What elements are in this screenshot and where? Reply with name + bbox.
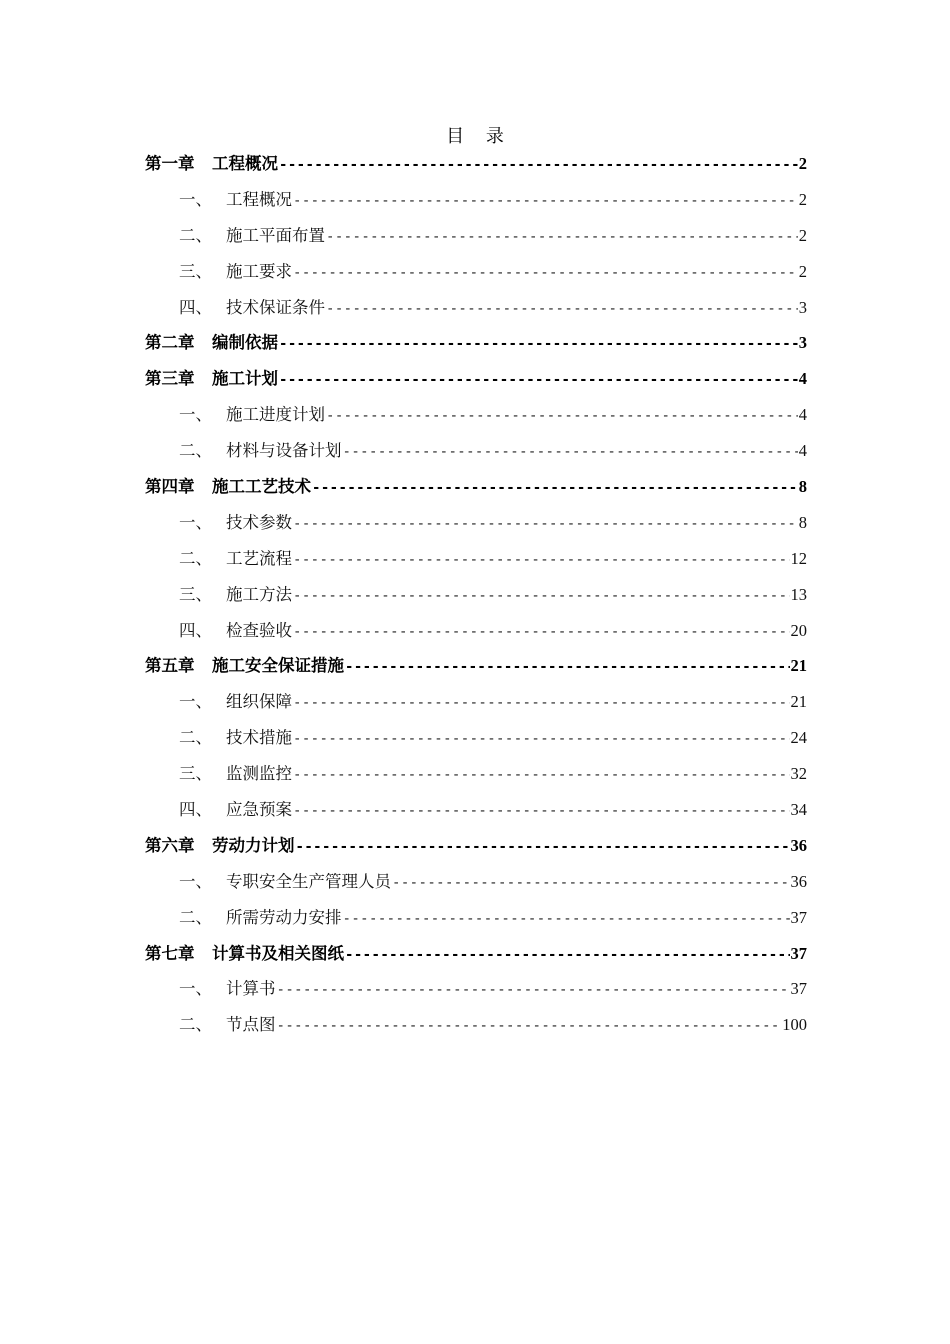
toc-page-number: 32 — [790, 764, 807, 784]
toc-chapter-entry[interactable] — [145, 828, 807, 864]
toc-entry-label: 技术措施 — [226, 728, 292, 748]
toc-dash-leader — [279, 148, 798, 182]
toc-section-entry[interactable] — [145, 505, 807, 541]
toc-section-entry[interactable] — [145, 290, 807, 326]
toc-entry-number: 第四章 — [145, 477, 195, 497]
toc-section-entry[interactable] — [145, 792, 807, 828]
toc-entry-label: 技术参数 — [226, 512, 292, 532]
toc-chapter-entry[interactable] — [145, 936, 807, 972]
toc-entry-label: 工程概况 — [212, 154, 278, 173]
toc-section-entry[interactable] — [145, 541, 807, 577]
toc-dash-leader — [293, 794, 790, 828]
toc-entry-label: 施工进度计划 — [226, 405, 325, 425]
toc-section-entry[interactable] — [145, 577, 807, 613]
toc-entry-label: 材料与设备计划 — [226, 441, 342, 461]
toc-chapter-entry[interactable] — [145, 648, 807, 684]
toc-entry-label: 施工安全保证措施 — [212, 656, 344, 676]
toc-section-entry[interactable] — [145, 720, 807, 756]
toc-entry-number: 一、 — [179, 979, 212, 999]
toc-entry-number: 第一章 — [145, 154, 195, 173]
toc-dash-leader — [277, 1009, 782, 1043]
toc-entry-label: 计算书 — [226, 979, 276, 999]
toc-entry-number: 二、 — [179, 548, 212, 568]
toc-page-number: 24 — [790, 728, 807, 748]
toc-title: 目 录 — [446, 126, 512, 147]
toc-entry-number: 四、 — [179, 620, 212, 640]
toc-section-entry[interactable] — [145, 613, 807, 649]
toc-dash-leader — [293, 256, 798, 290]
toc-entry-number: 三、 — [179, 261, 212, 281]
toc-page-number: 8 — [798, 512, 807, 532]
toc-entry-number: 二、 — [179, 1015, 212, 1035]
toc-dash-leader — [293, 507, 798, 541]
toc-dash-leader — [277, 973, 790, 1007]
toc-section-entry[interactable] — [145, 433, 807, 469]
toc-dash-leader — [293, 579, 790, 613]
toc-entry-number: 二、 — [179, 907, 212, 927]
toc-dash-leader — [293, 686, 790, 720]
toc-page-number: 100 — [782, 1015, 807, 1035]
toc-section-entry[interactable] — [145, 254, 807, 290]
toc-dash-leader — [293, 184, 798, 218]
toc-chapter-entry[interactable] — [145, 146, 807, 182]
toc-page-number: 4 — [798, 369, 807, 389]
toc-entry-label: 施工平面布置 — [226, 225, 325, 245]
toc-page-number: 2 — [798, 261, 807, 281]
toc-page-number: 3 — [798, 333, 807, 353]
toc-entry-number: 一、 — [179, 512, 212, 532]
toc-page-number: 21 — [790, 656, 807, 676]
toc-dash-leader — [293, 722, 790, 756]
toc-entry-label: 应急预案 — [226, 800, 292, 820]
toc-entry-number: 第二章 — [145, 333, 195, 353]
toc-page-number: 37 — [790, 907, 807, 927]
toc-entry-label: 组织保障 — [226, 692, 292, 712]
toc-section-entry[interactable] — [145, 864, 807, 900]
toc-page-number: 21 — [790, 692, 807, 712]
toc-section-entry[interactable] — [145, 756, 807, 792]
toc-entry-label: 工程概况 — [226, 189, 292, 209]
toc-entry-number: 第六章 — [145, 835, 195, 855]
toc-entry-label: 节点图 — [226, 1015, 276, 1035]
toc-page-number: 37 — [790, 943, 807, 963]
toc-dash-leader — [279, 327, 798, 361]
toc-section-entry[interactable] — [145, 397, 807, 433]
toc-page-number: 3 — [798, 297, 807, 317]
toc-page-number: 34 — [790, 800, 807, 820]
toc-dash-leader — [326, 399, 798, 433]
toc-dash-leader — [326, 292, 798, 326]
toc-page-number: 12 — [790, 548, 807, 568]
toc-entry-label: 所需劳动力安排 — [226, 907, 342, 927]
toc-entry-label: 劳动力计划 — [212, 835, 295, 855]
toc-chapter-entry[interactable] — [145, 325, 807, 361]
toc-entry-number: 一、 — [179, 692, 212, 712]
toc-dash-leader — [296, 830, 790, 864]
toc-entry-label: 检查验收 — [226, 620, 292, 640]
toc-section-entry[interactable] — [145, 1007, 807, 1043]
toc-section-entry[interactable] — [145, 684, 807, 720]
toc-chapter-entry[interactable] — [145, 469, 807, 505]
toc-dash-leader — [293, 758, 790, 792]
toc-page-number: 2 — [798, 225, 807, 245]
toc-chapter-entry[interactable] — [145, 361, 807, 397]
toc-entry-number: 四、 — [179, 297, 212, 317]
toc-page-number: 4 — [798, 405, 807, 425]
toc-entry-number: 一、 — [179, 405, 212, 425]
toc-section-entry[interactable] — [145, 971, 807, 1007]
toc-section-entry[interactable] — [145, 900, 807, 936]
toc-section-entry[interactable] — [145, 218, 807, 254]
toc-dash-leader — [392, 866, 790, 900]
toc-page-number: 20 — [790, 620, 807, 640]
toc-dash-leader — [343, 435, 798, 469]
toc-dash-leader — [345, 938, 790, 972]
toc-entry-label: 施工计划 — [212, 369, 278, 389]
toc-page-number: 2 — [798, 189, 807, 209]
toc-entry-number: 二、 — [179, 728, 212, 748]
toc-dash-leader — [279, 363, 798, 397]
toc-page-number: 37 — [790, 979, 807, 999]
toc-page-number: 36 — [790, 871, 807, 891]
toc-page-number: 13 — [790, 584, 807, 604]
toc-dash-leader — [343, 902, 790, 936]
toc-entry-label: 专职安全生产管理人员 — [226, 871, 391, 891]
toc-entry-number: 三、 — [179, 764, 212, 784]
toc-page-number: 2 — [798, 154, 807, 173]
toc-entry-label: 技术保证条件 — [226, 297, 325, 317]
toc-entry-number: 第三章 — [145, 369, 195, 389]
toc-entry-label: 编制依据 — [212, 333, 278, 353]
toc-entry-label: 工艺流程 — [226, 548, 292, 568]
toc-entry-number: 三、 — [179, 584, 212, 604]
toc-dash-leader — [293, 615, 790, 649]
toc-entry-label: 施工方法 — [226, 584, 292, 604]
toc-entry-number: 一、 — [179, 189, 212, 209]
toc-page-number: 36 — [790, 835, 807, 855]
toc-dash-leader — [345, 650, 790, 684]
toc-section-entry[interactable] — [145, 182, 807, 218]
toc-entry-label: 施工工艺技术 — [212, 477, 311, 497]
toc-entry-number: 第七章 — [145, 943, 195, 963]
toc-entry-number: 四、 — [179, 800, 212, 820]
toc-entry-label: 监测监控 — [226, 764, 292, 784]
toc-entry-number: 一、 — [179, 871, 212, 891]
toc-entry-label: 施工要求 — [226, 261, 292, 281]
toc-dash-leader — [312, 471, 798, 505]
toc-entry-number: 二、 — [179, 225, 212, 245]
toc-page-number: 4 — [798, 441, 807, 461]
toc-entry-label: 计算书及相关图纸 — [212, 943, 344, 963]
toc-page-number: 8 — [798, 477, 807, 497]
toc-entry-number: 第五章 — [145, 656, 195, 676]
toc-list — [145, 146, 807, 1043]
toc-entry-number: 二、 — [179, 441, 212, 461]
toc-dash-leader — [326, 220, 798, 254]
toc-dash-leader — [293, 543, 790, 577]
